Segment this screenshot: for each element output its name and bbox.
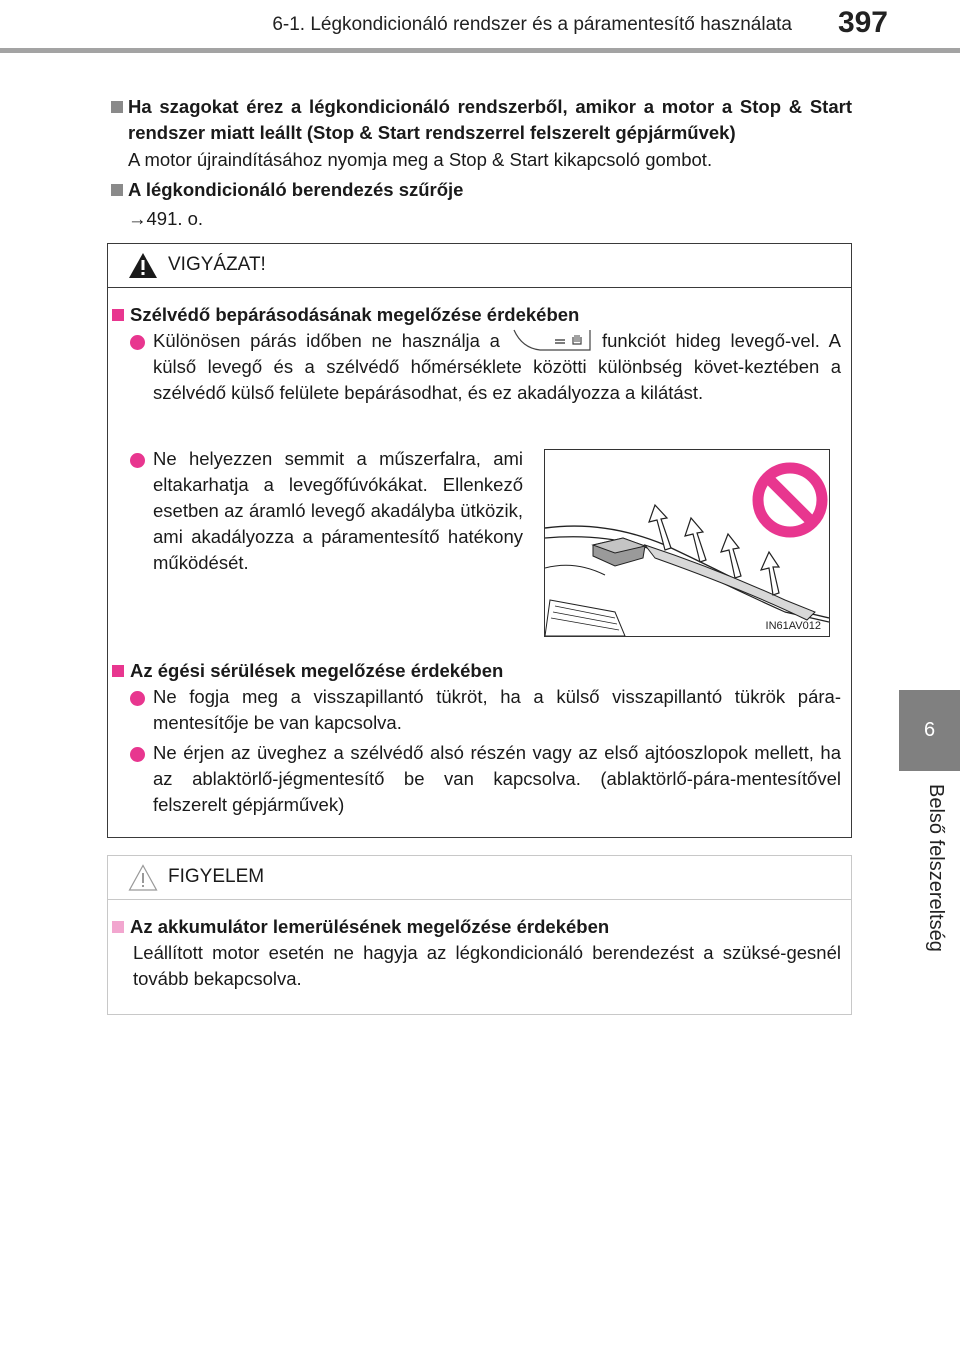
illustration-code: IN61AV012 (765, 620, 821, 632)
bullet-dot (130, 747, 145, 762)
bullet-text-mirror: Ne fogja meg a visszapillantó tükröt, ha a külső visszapillantó tükrök pára-mentesítője be van kapcsolva. (153, 686, 841, 733)
warning-icon (128, 252, 158, 279)
page-header-title: 6-1. Légkondicionáló rendszer és a páramentesítő használata (272, 14, 792, 35)
section-heading-filter: A légkondicionáló berendezés szűrője (128, 179, 464, 200)
notice-heading-battery: Az akkumulátor lemerülésének megelőzése érdekében (130, 916, 610, 937)
subsection-heading-fogging: Szélvédő bepárásodásának megelőzése érdekében (130, 304, 580, 325)
bullet-dot (130, 691, 145, 706)
bullet-text-pre: Különösen párás időben ne használja a (153, 330, 500, 351)
section-heading-stop-start: Ha szagokat érez a légkondicionáló rendszerből, amikor a motor a Stop & Start rendszer miatt leállt (Stop & Start rendszerrel felszerelt gépjárművek) (128, 96, 852, 143)
header-rule (0, 48, 960, 53)
section-marker-square (111, 184, 123, 196)
bullet-dot (130, 335, 145, 350)
page-reference-link[interactable]: →491. o. (128, 208, 204, 229)
caution-title: VIGYÁZAT! (168, 254, 266, 275)
chapter-label: Belső felszereltség (925, 784, 947, 952)
dashboard-illustration (544, 449, 830, 637)
subsection-marker-square (112, 309, 124, 321)
notice-warning-icon (128, 864, 158, 891)
notice-header (108, 856, 851, 900)
subsection-heading-burns: Az égési sérülések megelőzése érdekében (130, 660, 504, 681)
notice-box (107, 855, 852, 1015)
bullet-text-post: funkciót hideg levegő-vel. A külső levegő és a szélvédő hőmérséklete közötti különbség követ-keztében a szélvédő külső felülete bepárásodhat, és ez akadályozza a kilátást. (153, 330, 841, 403)
notice-title: FIGYELEM (168, 866, 265, 887)
chapter-number: 6 (923, 719, 936, 741)
caution-box (107, 243, 852, 838)
subsection-marker-square (112, 665, 124, 677)
caution-header (108, 244, 851, 288)
bullet-text-dehumidify (153, 328, 841, 406)
defroster-vent-illustration (545, 450, 829, 636)
chapter-tab[interactable] (899, 690, 960, 771)
notice-text-battery: Leállított motor esetén ne hagyja az légkondicionáló berendezést a szüksé-gesnél tovább bekapcsolva. (133, 942, 841, 989)
fan-ac-button-icon (510, 328, 592, 352)
section-text-stop-start: A motor újraindításához nyomja meg a Stop & Start kikapcsoló gombot. (128, 149, 713, 170)
bullet-dot (130, 453, 145, 468)
bullet-text-glass: Ne érjen az üveghez a szélvédő alsó részén vagy az első ajtóoszlopok mellett, ha az ablaktörlő-jégmentesítő be van kapcsolva. (ablaktörlő-pára-mentesítővel felszerelt gépjárművek) (153, 742, 841, 815)
page-number: 397 (837, 6, 888, 39)
bullet-text-dashboard: Ne helyezzen semmit a műszerfalra, ami eltakarhatja a levegőfúvókákat. Ellenkező esetben az áramló levegő akadályba ütközik, ami akadályozza a páramentesítő hatékony működését. (153, 448, 523, 573)
subsection-marker-square (112, 921, 124, 933)
section-marker-square (111, 101, 123, 113)
